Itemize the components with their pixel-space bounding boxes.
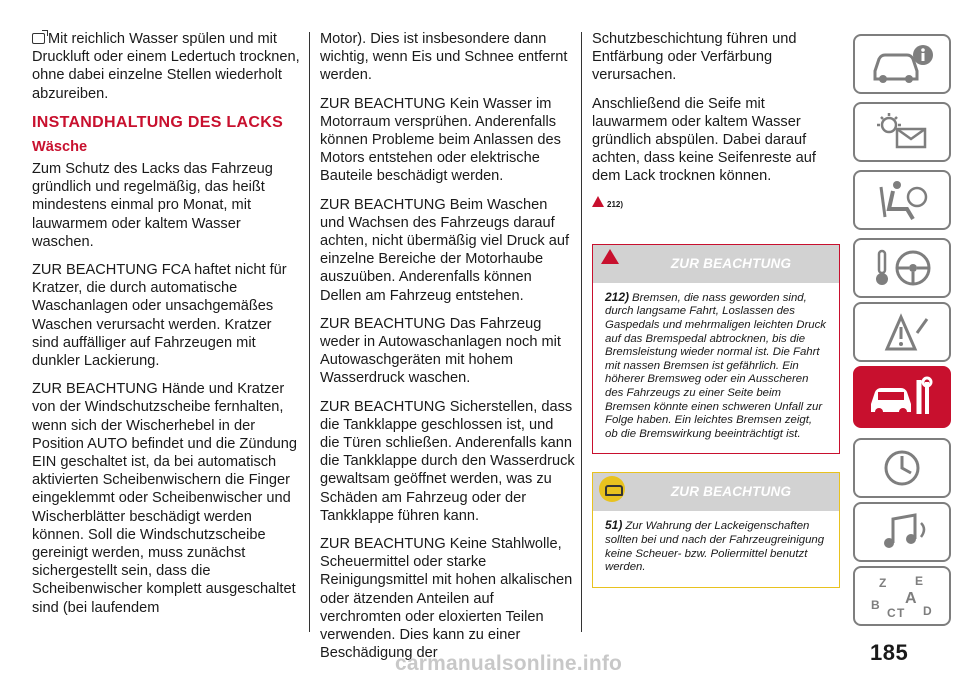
sidebar-tab-safety[interactable] [853, 170, 951, 230]
paragraph: Zum Schutz des Lacks das Fahrzeug gründlich und regelmäßig, das heißt mindestens einmal pro Monat, mit lauwarmem oder kaltem Wasser waschen. [32, 161, 273, 250]
column-divider [581, 32, 582, 632]
watermark: carmanualsonline.info [395, 652, 623, 675]
seat-airbag-icon [867, 177, 937, 223]
index-letter: B [871, 598, 880, 612]
warning-body [593, 283, 839, 454]
paragraph: ZUR BEACHTUNG Beim Waschen und Wachsen des Fahrzeugs darauf achten, nicht übermäßig viel Druck auf einzelne Bereiche der Motorhaube auszuüben. Anderenfalls können Dellen am Fahrzeug entstehen. [320, 196, 570, 304]
note-title: ZUR BEACHTUNG [670, 484, 792, 500]
page-number: 185 [870, 640, 909, 665]
sidebar-tab-emergency[interactable] [853, 302, 951, 362]
checkbox-icon [32, 33, 45, 44]
multimedia-icon [867, 509, 937, 555]
text-column-3 [592, 30, 840, 606]
warning-text: Bremsen, die nass geworden sind, durch langsame Fahrt, Loslassen des Gaspedals und mehrmaligen leichten Druck auf das Bremspedal abtrocknen, bis die Bremsleistung wieder normal ist. Die Fahrt mit nassen Bremsen ist gefährlich. Ein höherer Bremsweg oder ein Ausscheren des Fahrzeugs zu einer Seite beim Bremsen könnte einen schweren Unfall zur Folge haben. Ein leichtes Bremsen zeigt, ob die Bremswirkung beeinträchtigt ist. [605, 291, 826, 440]
warning-title: ZUR BEACHTUNG [670, 255, 792, 271]
warning-lights-icon [867, 109, 937, 155]
index-letter: A [905, 590, 917, 607]
intro-paragraph: Mit reichlich Wasser spülen und mit Druckluft oder einem Ledertuch trocknen, ohne dabei einzelne Stellen wiederholt abzureiben. [32, 31, 300, 102]
note-body [593, 511, 839, 586]
paragraph: ZUR BEACHTUNG Keine Stahlwolle, Scheuermittel oder starke Reinigungsmittel mit hohen alkalischen oder ätzenden Anteilen auf verchromten oder eloxierten Teilen verwenden. Dies kann zu einer Beschädigung der [320, 536, 573, 662]
paragraph: ZUR BEACHTUNG Kein Wasser im Motorraum versprühen. Anderenfalls können Probleme beim Anlassen des Motors entstehen oder elektrische Bauteile beschädigt werden. [320, 95, 561, 185]
note-number: 51) [605, 518, 623, 533]
warning-triangle-icon [592, 196, 604, 207]
sidebar-tab-warning-lights[interactable] [853, 102, 951, 162]
index-letter: Z [879, 576, 887, 590]
warning-header [593, 245, 839, 283]
paragraph: Schutzbeschichtung führen und Entfärbung oder Verfärbung verursachen. [592, 31, 797, 84]
paragraph: ZUR BEACHTUNG Sicherstellen, dass die Tankklappe geschlossen ist, und die Türen schließen. Anderenfalls kann die Tankklappe durch den Wasserdruck gewaltsam geöffnet werden, was zu Schäden am Fahrzeug oder der Tankklappe führen kann. [320, 398, 575, 524]
index-letter: E [915, 574, 924, 588]
sidebar-tab-maintenance[interactable] [853, 366, 951, 428]
paragraph: Anschließend die Seife mit lauwarmem oder kaltem Wasser gründlich abspülen. Dabei darauf achten, dass keine Seifenreste auf dem Lack trocknen können. [592, 95, 816, 185]
text-column-1 [32, 30, 302, 627]
warning-box [592, 244, 840, 455]
index-letter: T [897, 606, 905, 619]
warning-number: 212) [605, 289, 630, 304]
road-warning-icon [867, 309, 937, 355]
text-column-2 [320, 30, 575, 673]
paragraph: ZUR BEACHTUNG FCA haftet nicht für Kratzer, die durch automatische Waschanlagen oder unsachgemäßes Waschen verursacht werden. Kratzer sind auffälliger auf Fahrzeugen mit dunkler Lackierung. [32, 262, 287, 370]
car-care-icon [599, 476, 625, 502]
steering-key-icon [867, 245, 937, 291]
section-heading: INSTANDHALTUNG DES LACKS [32, 113, 284, 131]
index-letter: C [887, 606, 896, 619]
specs-icon [867, 445, 937, 491]
car-info-icon [867, 41, 937, 87]
note-header [593, 473, 839, 511]
index-letters-icon [867, 573, 937, 619]
index-letter: D [923, 604, 932, 618]
paragraph: ZUR BEACHTUNG Das Fahrzeug weder in Autowaschanlagen noch mit Autowaschgeräten mit hohem Wasserdruck waschen. [320, 315, 561, 387]
paragraph: Motor). Dies ist insbesondere dann wichtig, wenn Eis und Schnee entfernt werden. [320, 31, 568, 84]
note-box [592, 472, 840, 587]
warning-reference[interactable]: 212) [592, 196, 840, 214]
sidebar-tab-index[interactable] [853, 566, 951, 626]
paragraph: ZUR BEACHTUNG Hände und Kratzer von der Windschutzscheibe fernhalten, wenn sich der Wischerhebel in der Position AUTO befindet und die Zündung EIN geschaltet ist, da bei automatisch aktivierten Scheibenwischern die Finger eingeklemmt oder Scheibenwischer und Wischerblätter beschädigt werden können. Soll die Windschutzscheibe gereinigt werden, muss zunächst sichergestellt sein, dass die Scheibenwischer komplett ausgeschaltet sind (bei laufendem [32, 381, 298, 616]
sidebar-tab-multimedia[interactable] [853, 502, 951, 562]
note-text: Zur Wahrung der Lackeigenschaften sollten bei und nach der Fahrzeugreinigung keine Scheuer- bzw. Poliermittel benutzt werden. [605, 520, 825, 574]
car-maintenance-icon [867, 374, 937, 420]
sub-heading: Wäsche [32, 138, 88, 155]
sidebar-tab-driving[interactable] [853, 238, 951, 298]
column-divider [309, 32, 310, 632]
warning-triangle-icon [601, 249, 619, 264]
sidebar-tab-specs[interactable] [853, 438, 951, 498]
sidebar-tab-car-info[interactable] [853, 34, 951, 94]
